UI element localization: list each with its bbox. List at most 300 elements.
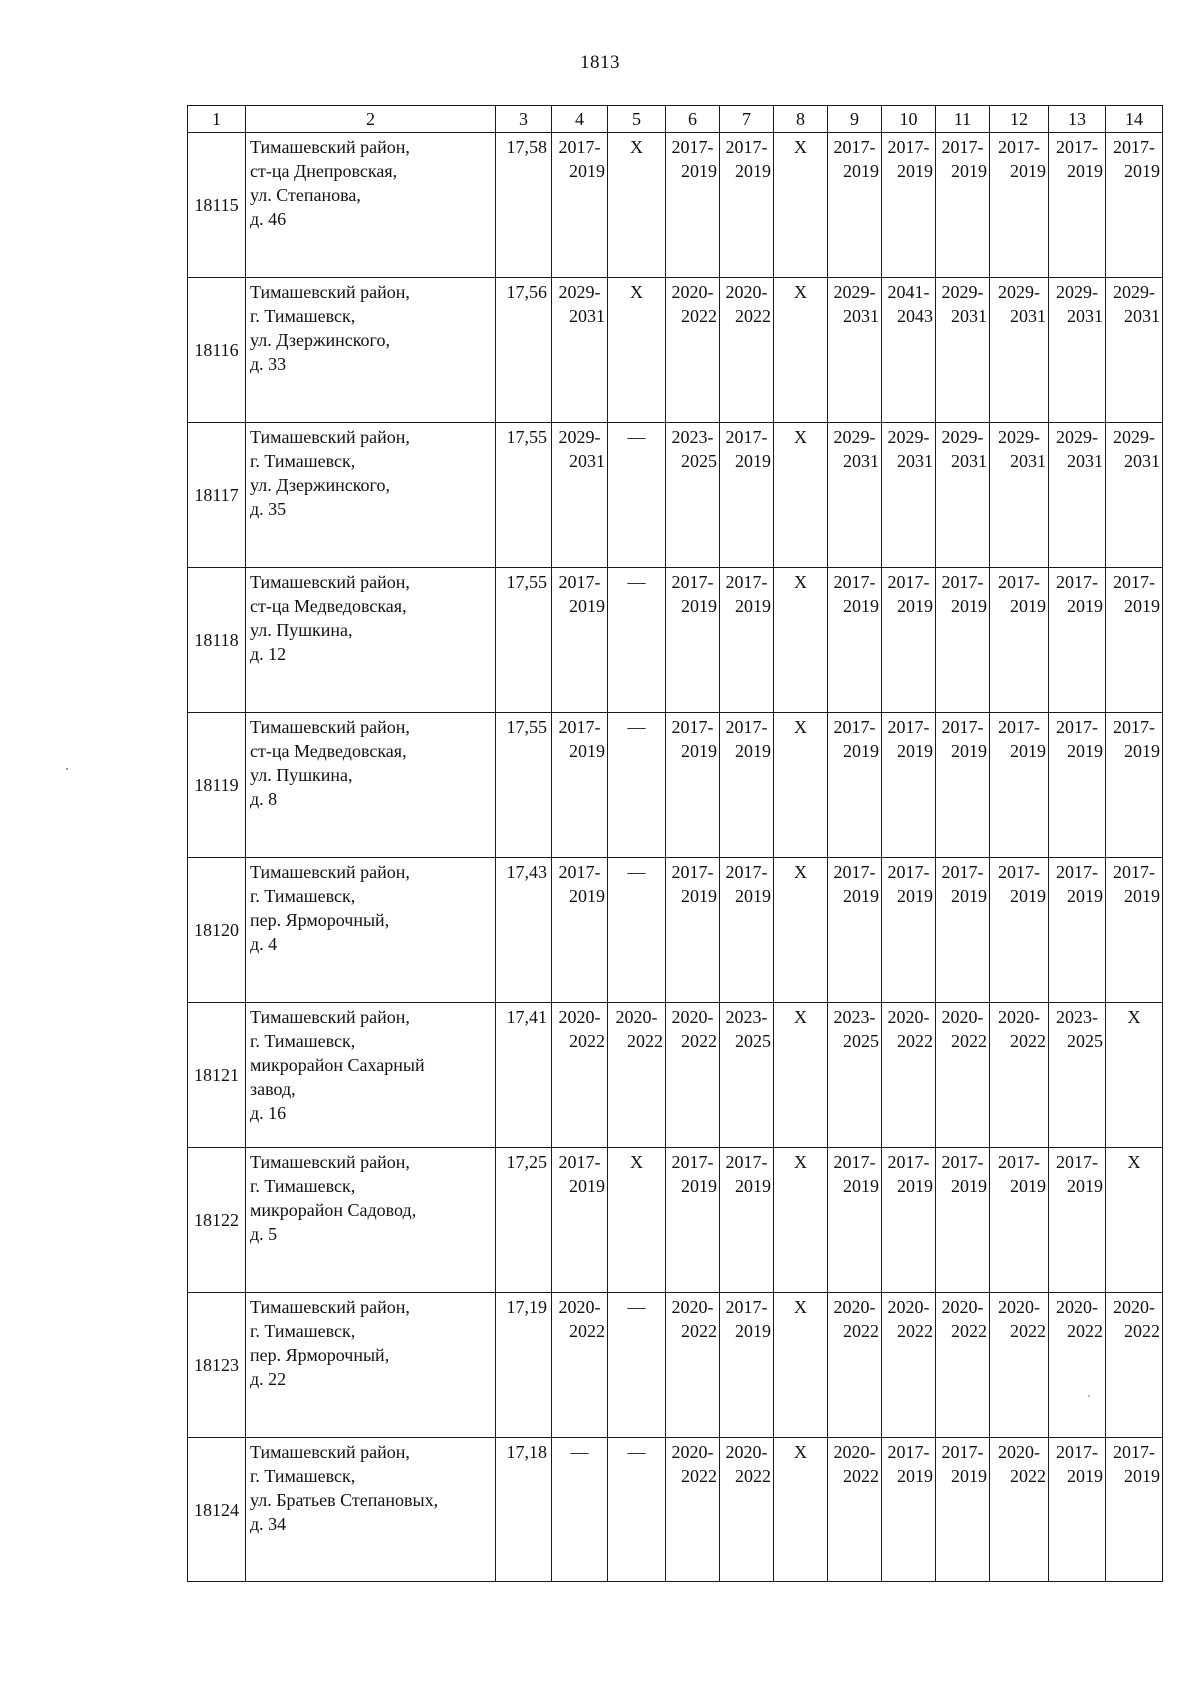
period-value: 2020- (887, 1297, 930, 1317)
period-value: 2017- (725, 427, 768, 447)
period-cell-col13 (1049, 423, 1106, 568)
period-value: 2031 (951, 306, 987, 326)
period-cell-col14 (1106, 858, 1163, 1003)
address-line: д. 4 (250, 934, 278, 954)
period-value: 2029- (998, 282, 1040, 302)
period-value: 2019 (1067, 596, 1103, 616)
period-cell-col5 (608, 568, 666, 713)
period-cell-col8 (774, 1438, 828, 1582)
period-cell-col9 (828, 423, 882, 568)
period-value: 2017- (725, 862, 768, 882)
period-value: 2031 (897, 451, 933, 471)
address-line: Тимашевский район, (250, 137, 410, 157)
period-value: 2017- (998, 137, 1040, 157)
period-value: 2020- (671, 1297, 714, 1317)
period-cell-col8 (774, 278, 828, 423)
period-cell-col11 (936, 1148, 990, 1293)
period-cell-col8 (774, 1003, 828, 1148)
period-value: 2020- (833, 1442, 876, 1462)
period-cell-col5 (608, 423, 666, 568)
address-line: ул. Братьев Степановых, (250, 1490, 439, 1510)
period-cell-col13 (1049, 713, 1106, 858)
period-value: 2017- (1113, 717, 1155, 737)
period-cell-col5 (608, 1148, 666, 1293)
period-value: — (627, 862, 646, 882)
period-value: 2017- (1113, 137, 1155, 157)
period-value: 2017- (1056, 717, 1098, 737)
period-value: 2019 (951, 161, 987, 181)
period-value: 2019 (735, 741, 771, 761)
period-value: 2017- (725, 1152, 768, 1172)
period-cell-col9 (828, 1293, 882, 1438)
period-value: — (627, 1442, 646, 1462)
period-value: 2019 (1067, 1176, 1103, 1196)
address-line: Тимашевский район, (250, 1442, 410, 1462)
period-value: 2022 (1010, 1321, 1046, 1341)
period-cell-col12 (990, 568, 1049, 713)
period-cell-col10 (882, 1148, 936, 1293)
table-row (188, 1003, 1163, 1148)
period-value: 2017- (671, 1152, 714, 1172)
address-line: микрорайон Сахарный (250, 1055, 425, 1075)
address-line: ул. Пушкина, (250, 620, 353, 640)
period-value: 2019 (1067, 886, 1103, 906)
period-cell-col8 (774, 1148, 828, 1293)
period-value: 2019 (1067, 1466, 1103, 1486)
period-cell-col8 (774, 423, 828, 568)
period-value: 2019 (897, 1466, 933, 1486)
period-value: 2017- (1056, 1152, 1098, 1172)
address-cell (246, 1438, 496, 1582)
period-cell-col8 (774, 1293, 828, 1438)
period-value: 2031 (1010, 451, 1046, 471)
period-value: 2025 (1067, 1031, 1103, 1051)
area-cell: 17,41 (496, 1003, 552, 1148)
address-line: Тимашевский район, (250, 717, 410, 737)
address-line: г. Тимашевск, (250, 451, 356, 471)
period-value: 2019 (843, 1176, 879, 1196)
period-value: 2022 (627, 1031, 663, 1051)
period-value: 2019 (1010, 161, 1046, 181)
period-cell-col11 (936, 1293, 990, 1438)
area-cell: 17,55 (496, 423, 552, 568)
period-cell-col10 (882, 713, 936, 858)
period-cell-col6 (666, 278, 720, 423)
table-row (188, 1438, 1163, 1582)
period-value: X (794, 1442, 807, 1462)
period-value: 2017- (941, 572, 984, 592)
period-value: 2020- (671, 282, 714, 302)
period-value: 2022 (735, 1466, 771, 1486)
period-value: 2019 (897, 741, 933, 761)
period-value: 2019 (681, 886, 717, 906)
period-cell-col10 (882, 278, 936, 423)
address-line: д. 33 (250, 354, 287, 374)
period-value: 2022 (843, 1466, 879, 1486)
address-line: ст-ца Медведовская, (250, 596, 407, 616)
address-line: Тимашевский район, (250, 1152, 410, 1172)
period-value: 2022 (735, 306, 771, 326)
table-row (188, 278, 1163, 423)
period-value: 2019 (735, 886, 771, 906)
period-value: 2022 (951, 1031, 987, 1051)
period-cell-col11 (936, 1438, 990, 1582)
table-body (188, 133, 1163, 1582)
period-cell-col9 (828, 1438, 882, 1582)
period-cell-col14 (1106, 713, 1163, 858)
period-cell-col9 (828, 713, 882, 858)
period-cell-col11 (936, 423, 990, 568)
period-value: 2017- (725, 717, 768, 737)
period-value: 2022 (681, 306, 717, 326)
address-cell (246, 278, 496, 423)
period-value: 2029- (998, 427, 1040, 447)
period-value: 2019 (681, 741, 717, 761)
period-value: 2017- (833, 572, 876, 592)
address-cell (246, 713, 496, 858)
address-line: г. Тимашевск, (250, 1321, 356, 1341)
column-header-4: 4 (552, 106, 608, 133)
period-value: X (794, 717, 807, 737)
address-cell (246, 423, 496, 568)
column-header-6: 6 (666, 106, 720, 133)
period-cell-col9 (828, 1148, 882, 1293)
address-line: д. 5 (250, 1224, 278, 1244)
period-cell-col14 (1106, 1438, 1163, 1582)
period-value: 2017- (671, 717, 714, 737)
period-cell-col14 (1106, 278, 1163, 423)
row-number: 18118 (188, 568, 246, 713)
period-value: 2017- (671, 572, 714, 592)
period-value: 2031 (1010, 306, 1046, 326)
period-value: 2023- (1056, 1007, 1098, 1027)
period-value: 2029- (1113, 427, 1155, 447)
period-value: 2019 (569, 741, 605, 761)
period-value: 2017- (998, 717, 1040, 737)
register-table (187, 105, 1163, 1582)
period-value: 2019 (735, 161, 771, 181)
period-cell-col13 (1049, 133, 1106, 278)
period-value: 2017- (558, 137, 601, 157)
column-header-14: 14 (1106, 106, 1163, 133)
period-value: — (627, 717, 646, 737)
period-value: 2019 (843, 161, 879, 181)
period-cell-col8 (774, 133, 828, 278)
period-value: 2020- (558, 1007, 601, 1027)
period-value: 2017- (887, 572, 930, 592)
period-value: 2019 (569, 886, 605, 906)
period-cell-col4 (552, 1293, 608, 1438)
period-cell-col10 (882, 1438, 936, 1582)
period-value: 2022 (1010, 1031, 1046, 1051)
period-cell-col6 (666, 423, 720, 568)
period-value: X (794, 1297, 807, 1317)
address-line: Тимашевский район, (250, 572, 410, 592)
period-value: 2017- (833, 137, 876, 157)
row-number: 18115 (188, 133, 246, 278)
address-line: пер. Ярморочный, (250, 1345, 390, 1365)
address-line: Тимашевский район, (250, 427, 410, 447)
column-header-9: 9 (828, 106, 882, 133)
period-cell-col14 (1106, 1148, 1163, 1293)
period-value: 2020- (941, 1297, 984, 1317)
period-value: 2020- (671, 1007, 714, 1027)
period-value: 2020- (998, 1007, 1040, 1027)
period-value: 2019 (1010, 741, 1046, 761)
address-line: г. Тимашевск, (250, 1176, 356, 1196)
period-value: 2017- (887, 862, 930, 882)
address-cell (246, 858, 496, 1003)
period-value: 2019 (897, 886, 933, 906)
address-line: завод, (250, 1079, 296, 1099)
period-value: 2019 (735, 596, 771, 616)
area-cell: 17,55 (496, 568, 552, 713)
period-cell-col4 (552, 858, 608, 1003)
period-cell-col4 (552, 1003, 608, 1148)
period-value: 2022 (843, 1321, 879, 1341)
period-cell-col13 (1049, 1148, 1106, 1293)
period-value: X (630, 282, 643, 302)
period-value: 2019 (1010, 596, 1046, 616)
address-line: Тимашевский район, (250, 1007, 410, 1027)
address-line: ул. Пушкина, (250, 765, 353, 785)
period-value: 2017- (833, 717, 876, 737)
period-value: 2029- (1056, 282, 1098, 302)
period-value: 2029- (941, 282, 984, 302)
period-value: 2019 (1124, 161, 1160, 181)
period-cell-col13 (1049, 1293, 1106, 1438)
address-line: д. 8 (250, 789, 278, 809)
period-cell-col7 (720, 133, 774, 278)
period-cell-col12 (990, 1293, 1049, 1438)
row-number: 18122 (188, 1148, 246, 1293)
period-value: 2022 (1010, 1466, 1046, 1486)
period-value: 2017- (1056, 572, 1098, 592)
period-value: 2043 (897, 306, 933, 326)
period-cell-col10 (882, 568, 936, 713)
period-value: 2019 (843, 596, 879, 616)
period-value: X (630, 137, 643, 157)
period-cell-col4 (552, 1438, 608, 1582)
period-value: X (794, 1007, 807, 1027)
period-value: 2023- (671, 427, 714, 447)
table-row (188, 423, 1163, 568)
period-cell-col14 (1106, 1003, 1163, 1148)
period-cell-col12 (990, 1438, 1049, 1582)
period-value: 2031 (1124, 451, 1160, 471)
period-value: X (794, 862, 807, 882)
page-number: 1813 (580, 52, 620, 73)
column-header-5: 5 (608, 106, 666, 133)
period-cell-col5 (608, 133, 666, 278)
period-value: 2017- (887, 137, 930, 157)
period-value: 2031 (843, 306, 879, 326)
address-line: ст-ца Днепровская, (250, 161, 398, 181)
area-cell: 17,55 (496, 713, 552, 858)
period-cell-col5 (608, 1293, 666, 1438)
address-line: ул. Дзержинского, (250, 330, 390, 350)
period-value: 2019 (897, 161, 933, 181)
period-cell-col13 (1049, 858, 1106, 1003)
period-value: 2031 (1067, 451, 1103, 471)
period-value: — (627, 572, 646, 592)
period-value: 2019 (1067, 741, 1103, 761)
address-line: ул. Степанова, (250, 185, 361, 205)
period-value: 2029- (1056, 427, 1098, 447)
period-value: 2031 (569, 306, 605, 326)
period-value: 2017- (941, 137, 984, 157)
period-value: 2017- (1113, 862, 1155, 882)
period-cell-col12 (990, 133, 1049, 278)
period-value: 2017- (725, 137, 768, 157)
address-line: Тимашевский район, (250, 862, 410, 882)
period-cell-col5 (608, 278, 666, 423)
address-line: г. Тимашевск, (250, 886, 356, 906)
address-line: д. 12 (250, 644, 287, 664)
period-value: 2019 (1124, 741, 1160, 761)
table-row (188, 713, 1163, 858)
period-value: 2019 (681, 596, 717, 616)
period-value: 2017- (1113, 572, 1155, 592)
address-line: г. Тимашевск, (250, 306, 356, 326)
period-cell-col11 (936, 858, 990, 1003)
column-header-8: 8 (774, 106, 828, 133)
period-cell-col6 (666, 1293, 720, 1438)
period-value: 2020- (1113, 1297, 1155, 1317)
period-value: 2029- (1113, 282, 1155, 302)
period-value: 2017- (887, 1152, 930, 1172)
period-value: 2017- (887, 717, 930, 737)
period-value: 2017- (558, 572, 601, 592)
period-value: 2031 (951, 451, 987, 471)
address-line: г. Тимашевск, (250, 1466, 356, 1486)
column-header-7: 7 (720, 106, 774, 133)
period-cell-col11 (936, 278, 990, 423)
period-value: 2029- (941, 427, 984, 447)
period-value: 2022 (897, 1031, 933, 1051)
period-value: 2017- (558, 717, 601, 737)
period-value: 2019 (951, 886, 987, 906)
row-number: 18120 (188, 858, 246, 1003)
period-cell-col6 (666, 1148, 720, 1293)
address-cell (246, 1148, 496, 1293)
period-value: 2020- (615, 1007, 658, 1027)
address-cell (246, 133, 496, 278)
scan-speck (1088, 1395, 1090, 1397)
table-header (188, 106, 1163, 133)
period-cell-col6 (666, 1438, 720, 1582)
period-value: 2017- (998, 572, 1040, 592)
period-value: 2020- (671, 1442, 714, 1462)
column-header-10: 10 (882, 106, 936, 133)
column-header-3: 3 (496, 106, 552, 133)
period-value: 2022 (569, 1031, 605, 1051)
period-cell-col14 (1106, 1293, 1163, 1438)
period-value: 2020- (998, 1297, 1040, 1317)
period-value: 2019 (951, 741, 987, 761)
period-cell-col12 (990, 713, 1049, 858)
period-value: 2019 (951, 1466, 987, 1486)
address-line: д. 35 (250, 499, 287, 519)
period-value: 2025 (843, 1031, 879, 1051)
address-line: ул. Дзержинского, (250, 475, 390, 495)
address-line: д. 16 (250, 1103, 287, 1123)
period-cell-col12 (990, 1003, 1049, 1148)
period-cell-col7 (720, 858, 774, 1003)
column-header-11: 11 (936, 106, 990, 133)
period-value: 2017- (941, 1442, 984, 1462)
period-value: 2019 (897, 1176, 933, 1196)
period-value: 2031 (1067, 306, 1103, 326)
period-value: 2019 (1124, 596, 1160, 616)
period-value: 2017- (671, 862, 714, 882)
period-value: 2025 (735, 1031, 771, 1051)
period-value: 2017- (1056, 1442, 1098, 1462)
period-cell-col6 (666, 133, 720, 278)
period-cell-col9 (828, 278, 882, 423)
period-cell-col4 (552, 568, 608, 713)
period-cell-col6 (666, 713, 720, 858)
period-value: — (627, 427, 646, 447)
period-cell-col7 (720, 713, 774, 858)
period-cell-col14 (1106, 568, 1163, 713)
address-line: пер. Ярморочный, (250, 910, 390, 930)
period-cell-col7 (720, 568, 774, 713)
table-row (188, 1148, 1163, 1293)
period-value: 2025 (681, 451, 717, 471)
period-value: — (570, 1442, 589, 1462)
period-value: 2019 (843, 886, 879, 906)
period-value: 2017- (671, 137, 714, 157)
period-value: 2029- (558, 427, 601, 447)
period-cell-col11 (936, 568, 990, 713)
period-value: 2031 (843, 451, 879, 471)
period-cell-col9 (828, 1003, 882, 1148)
address-line: д. 22 (250, 1369, 287, 1389)
period-value: 2019 (735, 451, 771, 471)
period-value: 2022 (681, 1466, 717, 1486)
period-value: 2029- (833, 282, 876, 302)
row-number: 18123 (188, 1293, 246, 1438)
period-cell-col5 (608, 1003, 666, 1148)
period-value: 2017- (558, 1152, 601, 1172)
period-value: 2020- (558, 1297, 601, 1317)
period-value: X (794, 427, 807, 447)
period-value: X (794, 572, 807, 592)
row-number: 18121 (188, 1003, 246, 1148)
period-cell-col10 (882, 423, 936, 568)
period-value: 2031 (1124, 306, 1160, 326)
period-cell-col13 (1049, 1438, 1106, 1582)
period-cell-col10 (882, 133, 936, 278)
period-cell-col9 (828, 568, 882, 713)
period-cell-col10 (882, 1293, 936, 1438)
period-cell-col9 (828, 133, 882, 278)
period-value: 2019 (681, 161, 717, 181)
period-value: X (794, 282, 807, 302)
row-number: 18117 (188, 423, 246, 568)
row-number: 18116 (188, 278, 246, 423)
period-cell-col11 (936, 1003, 990, 1148)
period-value: 2017- (1113, 1442, 1155, 1462)
period-value: 2022 (681, 1031, 717, 1051)
period-cell-col4 (552, 278, 608, 423)
period-cell-col14 (1106, 423, 1163, 568)
period-value: 2017- (998, 1152, 1040, 1172)
period-value: X (1127, 1007, 1141, 1027)
address-cell (246, 1293, 496, 1438)
period-cell-col7 (720, 423, 774, 568)
